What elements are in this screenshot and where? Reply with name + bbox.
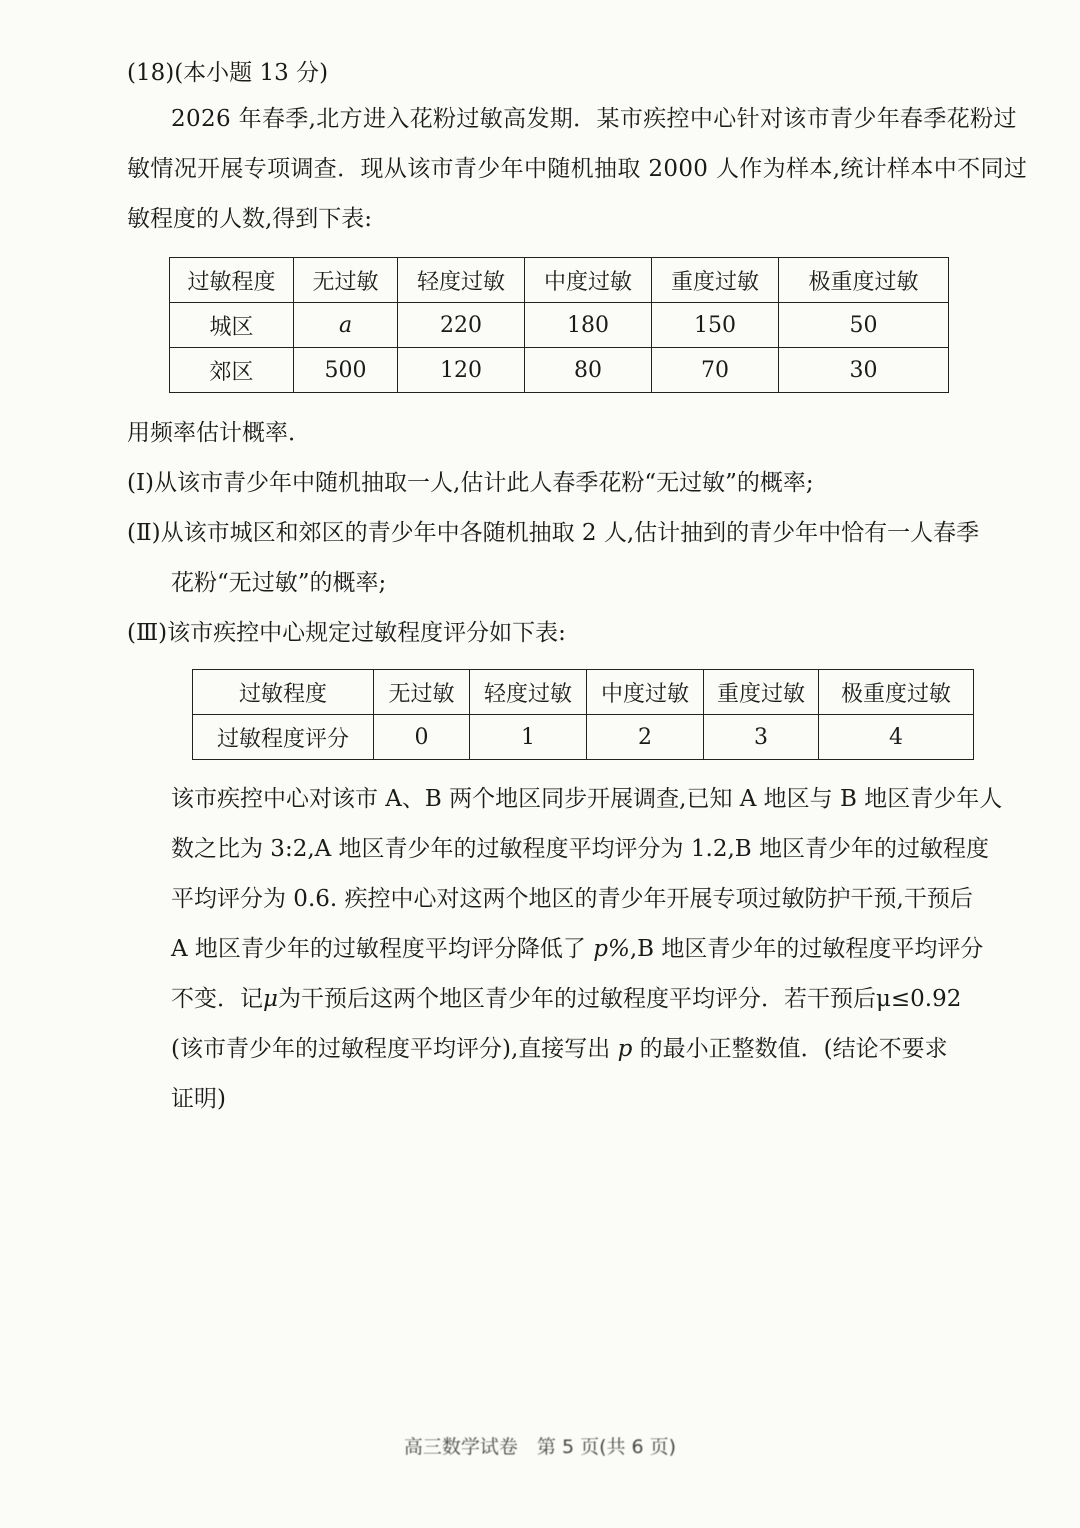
part-1-text: (Ⅰ)从该市青少年中随机抽取一人,估计此人春季花粉“无过敏”的概率; bbox=[127, 470, 814, 496]
table-cell: 城区 bbox=[170, 303, 294, 348]
estimate-note: 用频率估计概率． bbox=[127, 420, 311, 446]
table-header-cell: 轻度过敏 bbox=[398, 258, 525, 303]
part-3-text: (Ⅲ)该市疾控中心规定过敏程度评分如下表: bbox=[127, 620, 566, 646]
table-cell: 80 bbox=[525, 348, 652, 393]
table-cell: 1 bbox=[470, 715, 587, 760]
table-header-row bbox=[170, 258, 949, 303]
table-cell: 30 bbox=[779, 348, 949, 393]
table-cell: 50 bbox=[779, 303, 949, 348]
intro-line-1: 2026 年春季,北方进入花粉过敏高发期．某市疾控中心针对该市青少年春季花粉过 bbox=[171, 106, 1017, 132]
variable-p: p bbox=[617, 1036, 633, 1062]
variable-p-percent: p% bbox=[593, 936, 630, 962]
text-segment: A 地区青少年的过敏程度平均评分降低了 bbox=[171, 936, 594, 962]
table-header-cell: 无过敏 bbox=[374, 670, 470, 715]
table-cell: 4 bbox=[819, 715, 974, 760]
table-header-row bbox=[193, 670, 974, 715]
table-cell: 220 bbox=[398, 303, 525, 348]
table-cell: 2 bbox=[587, 715, 704, 760]
table-cell: 70 bbox=[652, 348, 779, 393]
table-header-cell: 重度过敏 bbox=[704, 670, 819, 715]
table-cell: 0 bbox=[374, 715, 470, 760]
part-3-body-line-1: 该市疾控中心对该市 A、B 两个地区同步开展调查,已知 A 地区与 B 地区青少年人 bbox=[171, 786, 1003, 812]
table-cell: 过敏程度评分 bbox=[193, 715, 374, 760]
table-header-cell: 中度过敏 bbox=[587, 670, 704, 715]
table-header-cell: 中度过敏 bbox=[525, 258, 652, 303]
table-header-cell: 重度过敏 bbox=[652, 258, 779, 303]
part-3-body-line-2: 数之比为 3:2,A 地区青少年的过敏程度平均评分为 1.2,B 地区青少年的过敏程度 bbox=[171, 836, 989, 862]
table-cell: 郊区 bbox=[170, 348, 294, 393]
table-header-cell: 无过敏 bbox=[294, 258, 398, 303]
table-header-cell: 过敏程度 bbox=[193, 670, 374, 715]
table-header-cell: 轻度过敏 bbox=[470, 670, 587, 715]
table-cell: a bbox=[294, 303, 398, 348]
allergy-count-table bbox=[169, 257, 949, 393]
page-footer: 高三数学试卷 第 5 页(共 6 页) bbox=[403, 1436, 677, 1458]
part-3-body-line-3: 平均评分为 0.6. 疾控中心对这两个地区的青少年开展专项过敏防护干预,干预后 bbox=[171, 886, 973, 912]
intro-line-2: 敏情况开展专项调查．现从该市青少年中随机抽取 2000 人作为样本,统计样本中不同过 bbox=[127, 156, 1028, 182]
table-row bbox=[170, 348, 949, 393]
table-header-cell: 过敏程度 bbox=[170, 258, 294, 303]
table-cell: 500 bbox=[294, 348, 398, 393]
variable-mu: μ bbox=[263, 986, 278, 1012]
text-segment: (该市青少年的过敏程度平均评分),直接写出 bbox=[171, 1036, 618, 1062]
part-3-body-line-7: 证明) bbox=[171, 1086, 226, 1112]
text-segment: 的最小正整数值．(结论不要求 bbox=[632, 1036, 948, 1062]
allergy-score-table bbox=[192, 669, 974, 760]
table-cell: 150 bbox=[652, 303, 779, 348]
text-segment: ,B 地区青少年的过敏程度平均评分 bbox=[629, 936, 984, 962]
part-2-line-2: 花粉“无过敏”的概率; bbox=[171, 570, 387, 596]
part-3-body-line-5 bbox=[171, 984, 961, 1014]
part-2-line-1: (Ⅱ)从该市城区和郊区的青少年中各随机抽取 2 人,估计抽到的青少年中恰有一人春季 bbox=[127, 520, 980, 546]
table-header-cell: 极重度过敏 bbox=[819, 670, 974, 715]
table-cell: 3 bbox=[704, 715, 819, 760]
table-cell: 180 bbox=[525, 303, 652, 348]
table-row bbox=[193, 715, 974, 760]
table-header-cell: 极重度过敏 bbox=[779, 258, 949, 303]
part-3-body-line-4 bbox=[171, 934, 983, 964]
table-cell: 120 bbox=[398, 348, 525, 393]
text-segment: 为干预后这两个地区青少年的过敏程度平均评分．若干预后μ≤0.92 bbox=[277, 986, 962, 1012]
text-segment: 不变．记 bbox=[171, 986, 263, 1012]
table-row bbox=[170, 303, 949, 348]
question-header: (18)(本小题 13 分) bbox=[127, 60, 329, 86]
part-3-body-line-6 bbox=[171, 1034, 948, 1064]
intro-line-3: 敏程度的人数,得到下表: bbox=[127, 206, 373, 232]
